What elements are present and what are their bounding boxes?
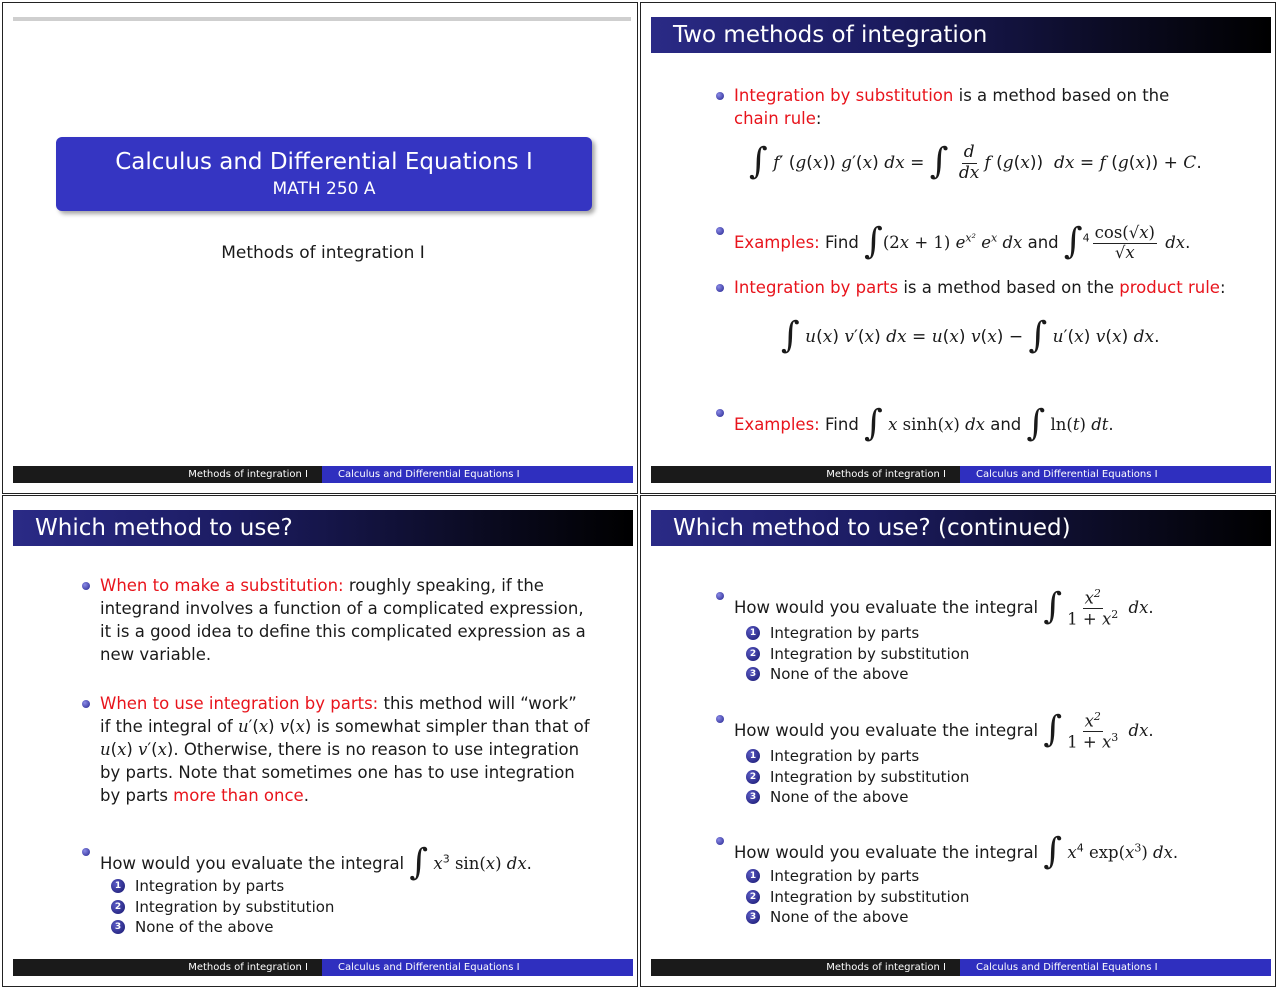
- option-3[interactable]: 3 None of the above: [746, 907, 969, 928]
- product-rule-formula: ∫ u(x) v′(x) dx = u(x) v(x) − ∫ u′(x) v(x) dx.: [781, 315, 1160, 356]
- bullet-substitution-examples: Examples: Find ∫(2x + 1) $e^{x^2}$ $e^x$ dx and ∫$^4$ $\frac{\cos(√x)}{√x}$ dx.: [734, 219, 1254, 263]
- footer-left: Methods of integration I: [651, 466, 960, 483]
- slide-two-methods: [640, 2, 1276, 494]
- slide-which-method-continued: [640, 495, 1276, 987]
- answer-options-3: [746, 866, 969, 928]
- footer-left: Methods of integration I: [13, 959, 322, 976]
- slide-title: Which method to use? (continued): [651, 510, 1271, 546]
- slide-title: Which method to use?: [13, 510, 633, 546]
- question-3: How would you evaluate the integral ∫ $x^4$ $\exp(x^3)$ dx.: [734, 829, 1254, 865]
- slide-title: Two methods of integration: [651, 17, 1271, 53]
- answer-options-2: [746, 746, 969, 808]
- slide-title: [2, 2, 638, 494]
- option-1[interactable]: 1 Integration by parts: [746, 623, 969, 644]
- footer-right: Calculus and Differential Equations I: [960, 466, 1271, 483]
- answer-options: [111, 876, 334, 938]
- footer: [651, 959, 1271, 976]
- course-code: MATH 250 A: [272, 179, 376, 199]
- footer-left: Methods of integration I: [651, 959, 960, 976]
- footer-right: Calculus and Differential Equations I: [960, 959, 1271, 976]
- footer: [13, 959, 633, 976]
- answer-options-1: [746, 623, 969, 685]
- question-2: How would you evaluate the integral ∫ $\frac{x^2}{1 + x^3}$ dx.: [734, 707, 1254, 752]
- option-2[interactable]: 2 Integration by substitution: [746, 644, 969, 665]
- presentation-title: Calculus and Differential Equations I: [115, 149, 533, 175]
- presentation-subtitle: Methods of integration I: [221, 243, 425, 263]
- footer: [13, 466, 633, 483]
- bullet-parts-examples: Examples: Find ∫ x sinh(x) dx and ∫ ln(t) dt.: [734, 401, 1254, 437]
- option-3[interactable]: 3 None of the above: [111, 917, 334, 938]
- footer-right: Calculus and Differential Equations I: [322, 959, 633, 976]
- bullet-substitution: Integration by substitution is a method based on the chain rule:: [734, 84, 1214, 130]
- footer-left: Methods of integration I: [13, 466, 322, 483]
- title-box: [56, 137, 592, 211]
- option-2[interactable]: 2 Integration by substitution: [111, 897, 334, 918]
- footer: [651, 466, 1271, 483]
- bullet-parts: Integration by parts is a method based on the product rule:: [734, 276, 1254, 299]
- bullet-when-parts: When to use integration by parts: this method will “work” if the integral of u′(x) v(x) is somewhat simpler than that of u(x) v′(x). Otherwise, there is no reason to use integration by parts. Note that sometimes one has to use integration by parts more than once.: [100, 692, 592, 807]
- option-1[interactable]: 1 Integration by parts: [111, 876, 334, 897]
- option-3[interactable]: 3 None of the above: [746, 787, 969, 808]
- option-3[interactable]: 3 None of the above: [746, 664, 969, 685]
- option-2[interactable]: 2 Integration by substitution: [746, 887, 969, 908]
- option-2[interactable]: 2 Integration by substitution: [746, 767, 969, 788]
- bullet-when-substitution: When to make a substitution: roughly speaking, if the integrand involves a function of a complicated expression, it is a good idea to define this complicated expression as a new variable.: [100, 574, 592, 666]
- question-1: How would you evaluate the integral ∫ $\frac{x^2}{1 + x^2}$ dx.: [734, 584, 1254, 629]
- header-rule: [13, 17, 631, 21]
- chain-rule-formula: ∫ f′ (g(x)) g′(x) dx = ∫ $\frac{d}{dx}$ f (g(x)) dx = f (g(x)) + C.: [749, 141, 1202, 183]
- option-1[interactable]: 1 Integration by parts: [746, 866, 969, 887]
- question: How would you evaluate the integral ∫ $x^3$ sin(x) dx.: [100, 840, 600, 876]
- footer-right: Calculus and Differential Equations I: [322, 466, 633, 483]
- slide-which-method: [2, 495, 638, 987]
- option-1[interactable]: 1 Integration by parts: [746, 746, 969, 767]
